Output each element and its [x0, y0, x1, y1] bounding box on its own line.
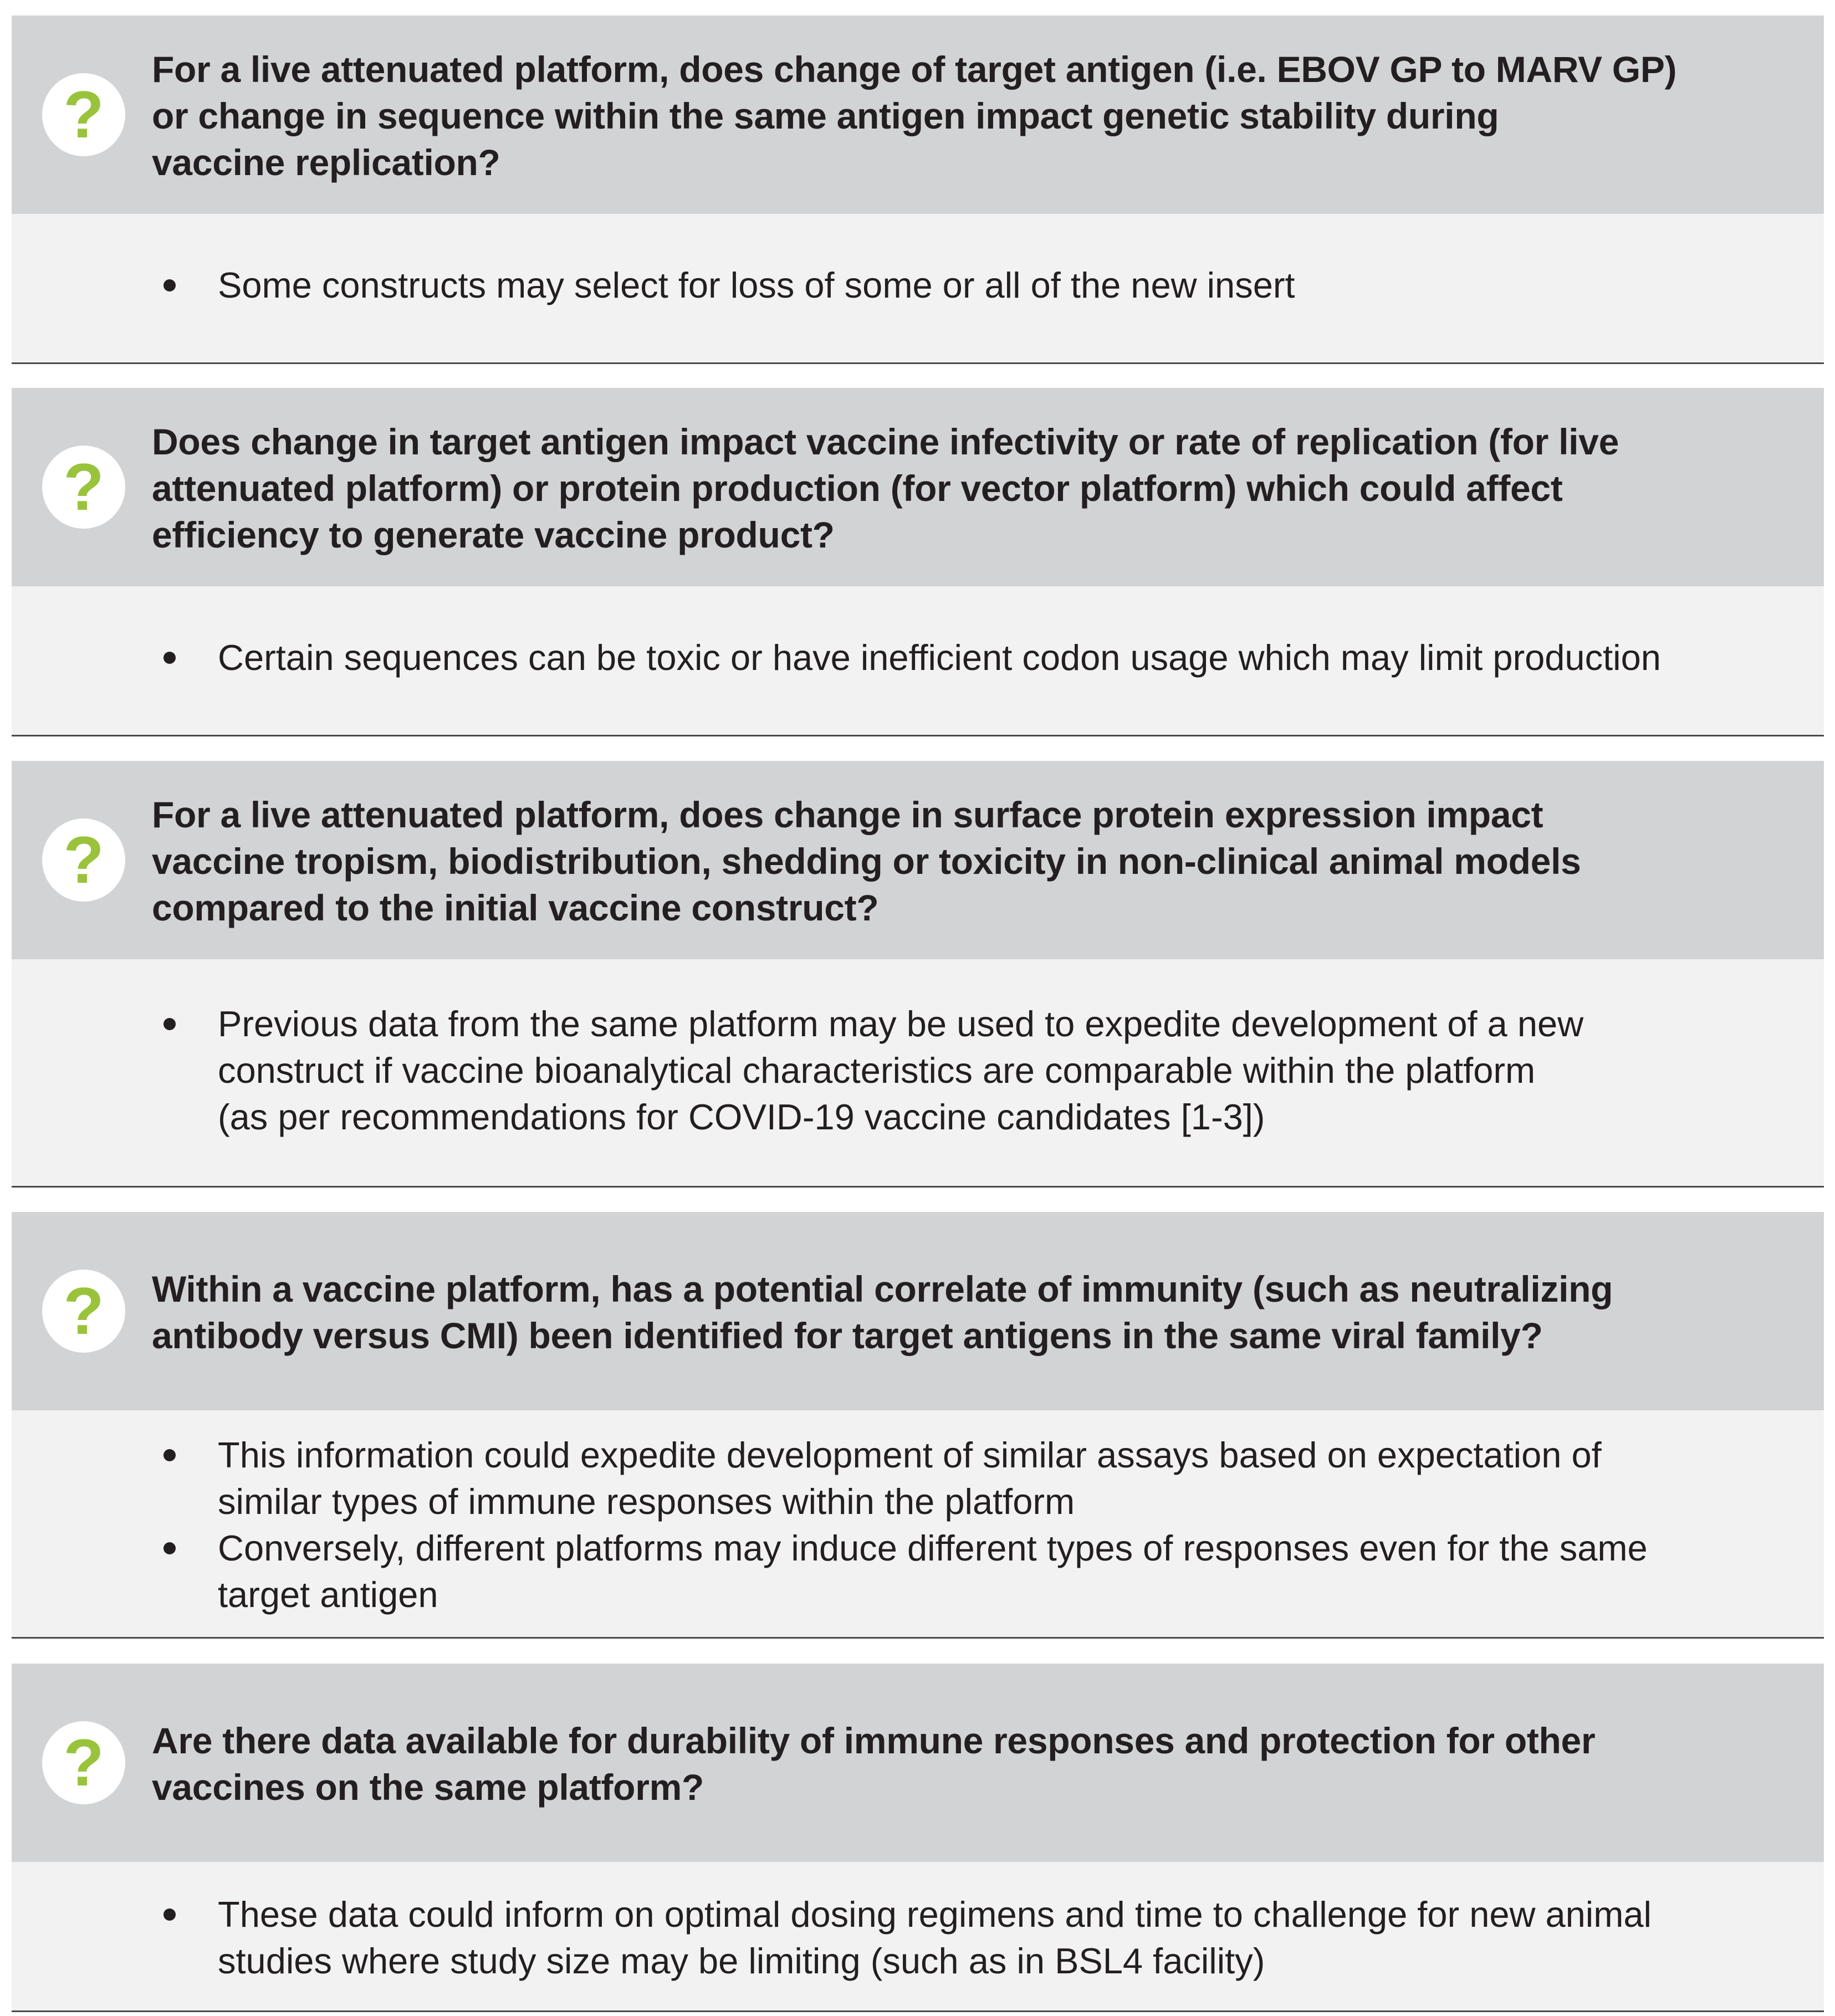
- question-text: For a live attenuated platform, does change of target antigen (i.e. EBOV GP to MARV GP) or change in sequence within the same antigen impact genetic stability during vaccine replication?: [152, 49, 1677, 183]
- answer-text: Conversely, different platforms may induce different types of responses even for the same target antigen: [218, 1528, 1648, 1615]
- divider: [12, 1637, 1824, 1639]
- bullet-dot: [163, 1018, 176, 1030]
- question-mark-icon: ?: [42, 73, 125, 156]
- question-mark-icon: ?: [42, 1270, 125, 1353]
- answer-text: This information could expedite development of similar assays based on expectation of similar types of immune responses within the platform: [218, 1435, 1602, 1522]
- question-text: Within a vaccine platform, has a potential correlate of immunity (such as neutralizing antibody versus CMI) been identified for target antigens in the same viral family?: [152, 1268, 1613, 1356]
- question-text: For a live attenuated platform, does change in surface protein expression impact vaccine tropism, biodistribution, shedding or toxicity in non-clinical animal models compared to the initial vaccine construct?: [152, 794, 1581, 928]
- qa-item-4: [12, 1212, 1824, 1639]
- answer-text: Certain sequences can be toxic or have inefficient codon usage which may limit production: [218, 637, 1661, 678]
- question-mark-icon: ?: [42, 446, 125, 529]
- question-mark-icon: ?: [42, 818, 125, 902]
- answer-text: Previous data from the same platform may be used to expedite development of a new construct if vaccine bioanalytical characteristics are comparable within the platform (as per recommendations for COVID-19 vaccine candidates [1-3]): [218, 1004, 1584, 1137]
- bullet-dot: [163, 1449, 176, 1461]
- answer-text: These data could inform on optimal dosing regimens and time to challenge for new animal studies where study size may be limiting (such as in BSL4 facility): [218, 1894, 1652, 1981]
- bullet-dot: [163, 1908, 176, 1921]
- bullet-dot: [163, 1542, 176, 1554]
- answer-text: Some constructs may select for loss of some or all of the new insert: [218, 265, 1295, 305]
- qa-item-5: [12, 1664, 1824, 2012]
- qa-item-1: [12, 16, 1824, 364]
- qa-item-3: [12, 761, 1824, 1188]
- divider: [12, 2010, 1824, 2012]
- divider: [12, 735, 1824, 736]
- question-text: Are there data available for durability of immune responses and protection for other vaccines on the same platform?: [152, 1720, 1596, 1808]
- bullet-dot: [163, 652, 176, 664]
- question-text: Does change in target antigen impact vaccine infectivity or rate of replication (for live attenuated platform) or protein production (for vector platform) which could affect efficiency to generate vaccine product?: [152, 421, 1619, 555]
- qa-item-2: [12, 388, 1824, 736]
- question-mark-icon: ?: [42, 1721, 125, 1804]
- bullet-dot: [163, 279, 176, 291]
- divider: [12, 362, 1824, 364]
- divider: [12, 1186, 1824, 1188]
